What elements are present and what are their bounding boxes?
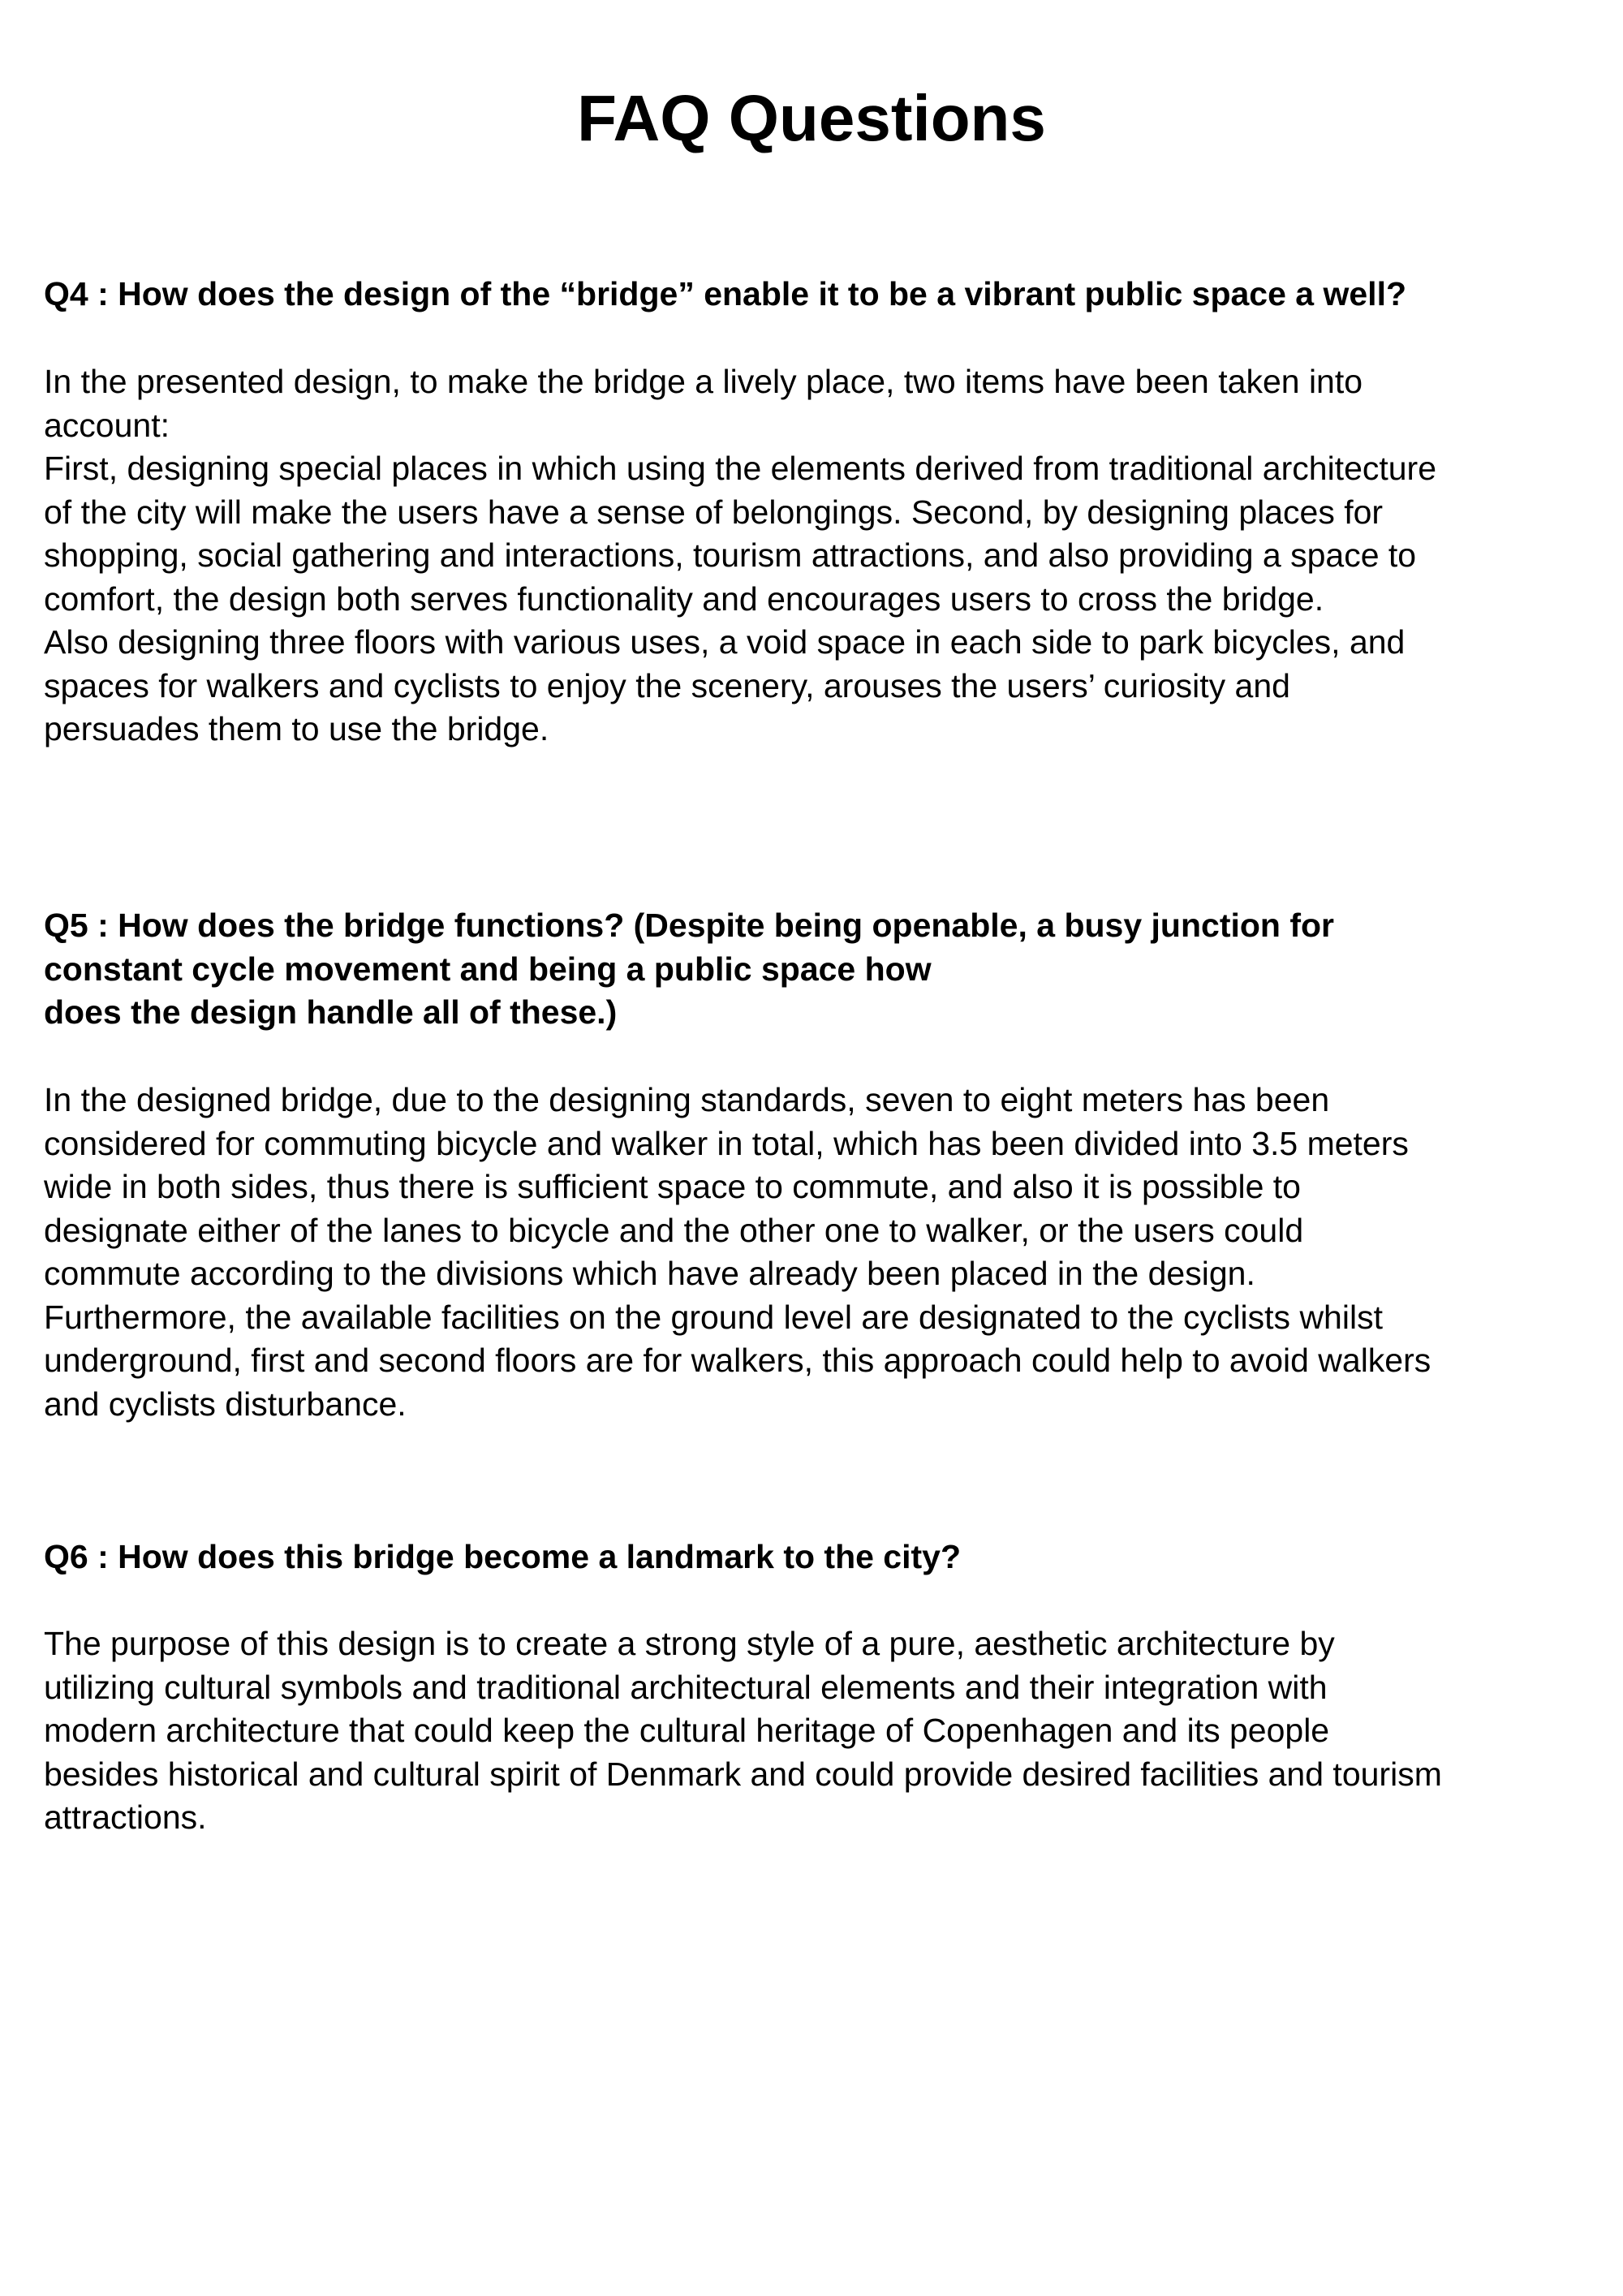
answer-line: comfort, the design both serves functionality and encourages users to cross the bridge. (44, 579, 1324, 618)
question-line: constant cycle movement and being a public space how (44, 950, 932, 988)
answer-line: besides historical and cultural spirit of Denmark and could provide desired facilities and tourism (44, 1755, 1442, 1793)
faq-question-q6 (44, 1536, 1602, 1579)
answer-line: and cyclists disturbance. (44, 1385, 407, 1423)
answer-line: Furthermore, the available facilities on the ground level are designated to the cyclists whilst (44, 1298, 1383, 1336)
faq-answer-q4 (44, 360, 1602, 752)
answer-line: account: (44, 406, 170, 444)
answer-line: commute according to the divisions which have already been placed in the design. (44, 1255, 1255, 1292)
answer-line: considered for commuting bicycle and walker in total, which has been divided into 3.5 meters (44, 1124, 1409, 1162)
answer-line: attractions. (44, 1798, 207, 1836)
answer-line: persuades them to use the bridge. (44, 710, 549, 747)
answer-line: underground, first and second floors are for walkers, this approach could help to avoid walkers (44, 1342, 1431, 1379)
answer-line: First, designing special places in which using the elements derived from traditional architecture (44, 450, 1437, 487)
faq-question-q4 (44, 273, 1602, 317)
answer-line: utilizing cultural symbols and traditional architectural elements and their integration with (44, 1668, 1328, 1706)
answer-line: The purpose of this design is to create a strong style of a pure, aesthetic architecture by (44, 1625, 1335, 1662)
answer-line: modern architecture that could keep the cultural heritage of Copenhagen and its people (44, 1712, 1330, 1749)
faq-answer-q6 (44, 1622, 1602, 1840)
answer-line: shopping, social gathering and interactions, tourism attractions, and also providing a space to (44, 536, 1417, 574)
answer-line: of the city will make the users have a sense of belongings. Second, by designing places for (44, 493, 1384, 531)
answer-line: designate either of the lanes to bicycle and the other one to walker, or the users could (44, 1211, 1304, 1249)
answer-line: In the presented design, to make the bridge a lively place, two items have been taken into (44, 363, 1363, 400)
faq-answer-q5 (44, 1079, 1602, 1426)
question-line: Q6 : How does this bridge become a landmark to the city? (44, 1538, 962, 1575)
answer-line: In the designed bridge, due to the designing standards, seven to eight meters has been (44, 1081, 1330, 1118)
faq-question-q5 (44, 904, 1602, 1035)
question-line: does the design handle all of these.) (44, 993, 618, 1031)
answer-line: wide in both sides, thus there is sufficient space to commute, and also it is possible to (44, 1168, 1301, 1205)
question-line: Q5 : How does the bridge functions? (Despite being openable, a busy junction for (44, 907, 1334, 944)
answer-line: spaces for walkers and cyclists to enjoy the scenery, arouses the users’ curiosity and (44, 666, 1290, 704)
question-line: Q4 : How does the design of the “bridge” enable it to be a vibrant public space a well? (44, 275, 1406, 312)
answer-line: Also designing three floors with various uses, a void space in each side to park bicycles, and (44, 623, 1406, 661)
page-title: FAQ Questions (577, 82, 1046, 154)
